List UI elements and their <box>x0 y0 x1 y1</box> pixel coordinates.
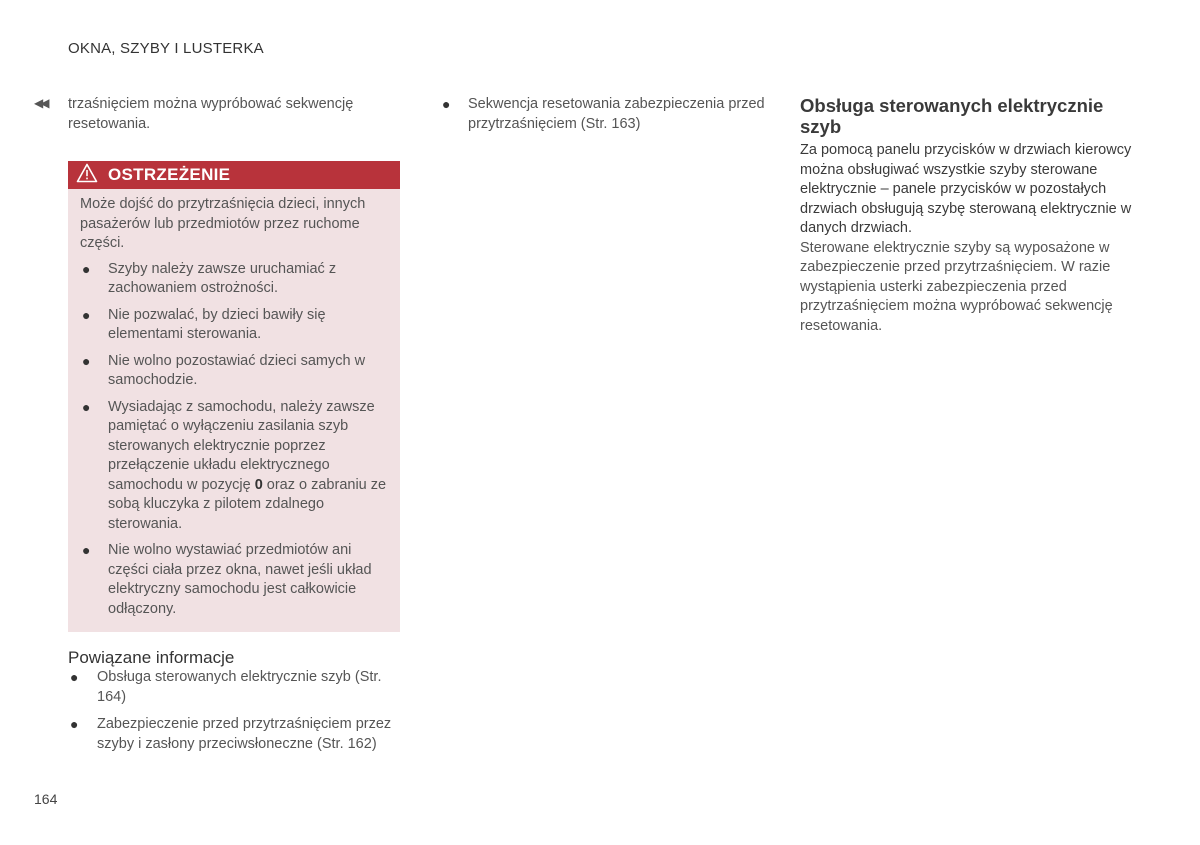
bullet-icon: ● <box>82 306 91 323</box>
related-link[interactable]: ● Sekwencja resetowania zabezpieczenia przed przytrzaśnięciem (Str. 163) <box>442 96 765 132</box>
column-right <box>800 95 1132 336</box>
bullet-icon: ● <box>442 96 451 112</box>
bullet-icon: ● <box>82 542 91 558</box>
related-info-heading: Powiązane informacje <box>68 648 235 667</box>
warning-box <box>68 161 400 632</box>
continued-text: trzaśnięciem można wypróbować sekwencję resetowania. <box>68 96 354 132</box>
list-item: ● Nie wolno wystawiać przedmiotów ani części ciała przez okna, nawet jeśli układ elektryczny samochodu jest całkowicie odłączony. <box>82 542 372 617</box>
page-number: 164 <box>34 791 58 807</box>
list-item: ● Nie pozwalać, by dzieci bawiły się elementami sterowania. <box>82 306 326 342</box>
list-item: ● Nie wolno pozostawiać dzieci samych w samochodzie. <box>82 352 366 388</box>
position-value: 0 <box>254 476 263 493</box>
warning-triangle-icon <box>76 163 98 188</box>
related-link[interactable]: ● Zabezpieczenie przed przytrzaśnięciem przez szyby i zasłony przeciwsłoneczne (Str. 162) <box>70 716 392 752</box>
bullet-icon: ● <box>82 352 91 369</box>
related-link[interactable]: ● Obsługa sterowanych elektrycznie szyb (Str. 164) <box>70 669 382 705</box>
bullet-icon: ● <box>82 398 91 415</box>
related-info-list-continued <box>440 95 770 134</box>
list-item: ● Szyby należy zawsze uruchamiać z zachowaniem ostrożności. <box>82 260 337 296</box>
warning-label: OSTRZEŻENIE <box>108 165 231 184</box>
bullet-icon: ● <box>70 716 79 732</box>
column-left <box>68 95 400 762</box>
body-paragraph: Sterowane elektrycznie szyby są wyposażone w zabezpieczenie przed przytrzaśnięciem. W razie wystąpienia usterki zabezpieczenia przed przytrzaśnięciem można wypróbować sekwencję resetowania. <box>800 239 1113 334</box>
section-heading: Obsługa sterowanych elektrycznie szyb <box>800 95 1104 137</box>
warning-intro: Może dojść do przytrzaśnięcia dzieci, innych pasażerów lub przedmiotów przez ruchome części. <box>80 196 366 251</box>
lead-paragraph: Za pomocą panelu przycisków w drzwiach kierowcy można obsługiwać wszystkie szyby sterowane elektrycznie – panele przycisków w pozostałych drzwiach obsługują szybę sterowaną elektrycznie w danych drzwiach. <box>800 142 1132 236</box>
warning-header <box>68 161 400 189</box>
warning-list <box>80 260 388 620</box>
bullet-icon: ● <box>82 260 91 277</box>
bullet-icon: ● <box>70 669 79 685</box>
warning-body <box>68 189 400 619</box>
continuation-icon: ◀◀ <box>34 96 47 110</box>
column-middle <box>440 95 770 144</box>
related-info-list <box>68 668 400 754</box>
page-section-title: OKNA, SZYBY I LUSTERKA <box>68 40 264 57</box>
list-item: ● Wysiadając z samochodu, należy zawsze pamiętać o wyłączeniu zasilania szyb sterowanych elektrycznie poprzez przełączenie układu elektrycznego samochodu w pozycję 0 oraz o zabraniu ze sobą kluczyka z pilotem zdalnego sterowania. <box>82 398 387 532</box>
